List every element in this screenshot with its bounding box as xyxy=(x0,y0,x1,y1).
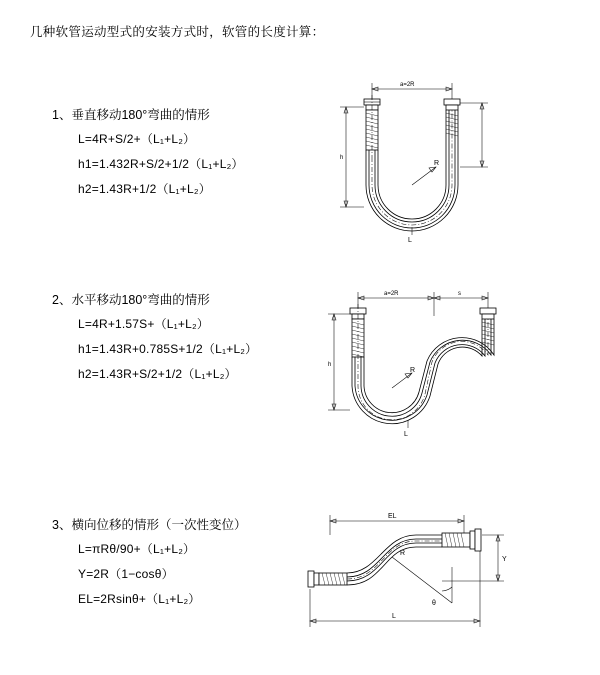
section-2-text xyxy=(52,290,322,390)
dim-label-a2r: a=2R xyxy=(400,82,415,88)
section-3-figure xyxy=(292,505,542,635)
dim-label-y: Y xyxy=(502,556,507,563)
section-1-title: 1、垂直移动180°弯曲的情形 xyxy=(52,108,210,122)
section-3-formula-1: L=πRθ/90+（L₁+L₂） xyxy=(78,542,196,556)
lateral-offset-diagram xyxy=(292,505,542,635)
section-2-formula-3: h2=1.43R+S/2+1/2（L₁+L₂） xyxy=(78,367,237,381)
section-2-formula-1: L=4R+1.57S+（L₁+L₂） xyxy=(78,317,210,331)
radius-label-r: R xyxy=(434,160,440,167)
radius-label-r: R xyxy=(410,367,416,374)
length-label-l: L xyxy=(392,613,396,620)
length-label-l: L xyxy=(404,431,408,438)
section-2-formula-2: h1=1.43R+0.785S+1/2（L₁+L₂） xyxy=(78,342,258,356)
radius-label-r: R xyxy=(400,550,406,557)
section-3-formula-2: Y=2R（1−cosθ） xyxy=(78,567,174,581)
angle-label-theta: θ xyxy=(432,600,436,607)
section-2-figure xyxy=(312,278,542,458)
section-1-formula-3: h2=1.43R+1/2（L₁+L₂） xyxy=(78,182,211,196)
section-3-formula-3: EL=2Rsinθ+（L₁+L₂） xyxy=(78,592,201,606)
horizontal-180-bend-diagram xyxy=(312,278,542,458)
page-title: 几种软管运动型式的安装方式时，软管的长度计算： xyxy=(30,25,325,39)
dim-label-el: EL xyxy=(388,513,397,520)
dim-label-s: s xyxy=(458,291,461,297)
section-1-text xyxy=(52,105,322,205)
section-3-text xyxy=(52,515,322,615)
section-1-formula-1: L=4R+S/2+（L₁+L₂） xyxy=(78,132,196,146)
section-1-formula-2: h1=1.432R+S/2+1/2（L₁+L₂） xyxy=(78,157,244,171)
length-label-l: L xyxy=(408,237,412,244)
dim-label-h: h xyxy=(340,155,344,161)
section-2-title: 2、水平移动180°弯曲的情形 xyxy=(52,293,210,307)
section-1-figure xyxy=(312,67,542,267)
vertical-180-bend-diagram xyxy=(312,67,542,267)
section-3-title: 3、横向位移的情形（一次性变位） xyxy=(52,518,247,532)
dim-label-a2r: a=2R xyxy=(384,291,399,297)
dim-label-h: h xyxy=(328,362,332,368)
